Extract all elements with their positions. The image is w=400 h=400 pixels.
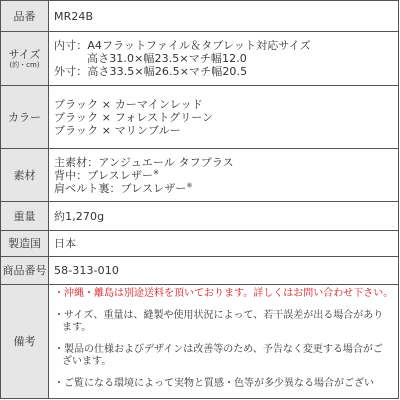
- label-origin: [1, 231, 49, 256]
- value-model: [54, 1, 394, 31]
- material-strap-mark: ※: [186, 180, 193, 189]
- note-size-tolerance-cont: ます。: [62, 322, 92, 333]
- note-shipping: ・沖縄・離島は別途送料を頂いております。詳しくはお問い合わせ下さい。: [54, 288, 394, 299]
- row-weight: [1, 202, 398, 231]
- note-display-color: ・ご覧になる環境によって実物と質感・色等が多少異なる場合がござい: [54, 378, 374, 389]
- size-inner-line1: [54, 39, 394, 52]
- label-weight: [1, 202, 49, 230]
- size-inner-line2: 高さ31.0×幅23.5×マチ幅12.0: [87, 52, 247, 65]
- value-size: [54, 32, 394, 85]
- label-size: [1, 32, 49, 85]
- weight-value: 約1,270g: [54, 209, 105, 223]
- value-color: [54, 86, 394, 148]
- material-strap: [54, 182, 394, 195]
- label-product-number-text: 商品番号: [2, 264, 47, 277]
- note-size-tolerance: ・サイズ、重量は、縫製や使用状況によって、若干誤差が出る場合があり: [54, 310, 384, 321]
- label-material-text: 素材: [13, 168, 36, 182]
- row-color: [1, 86, 398, 149]
- note-spec-change: ・製品の仕様およびデザインは改善等のため、予告なく変更する場合がご: [54, 344, 383, 355]
- origin-value: 日本: [54, 237, 77, 250]
- row-notes: [1, 285, 398, 398]
- value-material: [54, 149, 394, 201]
- value-origin: [54, 231, 394, 256]
- note-spec-change-cont: ざいます。: [62, 356, 112, 367]
- material-back-text: 背中：ブレスレザー: [54, 168, 154, 182]
- row-material: [1, 149, 398, 202]
- label-color-text: カラー: [8, 110, 41, 124]
- size-outer-head: 外寸：: [54, 65, 88, 78]
- label-notes-text: 備考: [13, 335, 36, 348]
- size-inner-text: A4フラットファイル＆タブレット対応サイズ: [87, 39, 311, 52]
- value-weight: [54, 202, 394, 230]
- row-origin: [1, 231, 398, 257]
- label-material: [1, 149, 49, 201]
- color-option: ブラック × フォレストグリーン: [54, 110, 214, 124]
- row-product-number: [1, 257, 398, 285]
- label-notes: [1, 285, 49, 398]
- row-size: [1, 32, 398, 86]
- label-model: [1, 1, 49, 31]
- material-back: [54, 169, 394, 182]
- size-outer-text: 高さ33.5×幅26.5×マチ幅20.5: [87, 65, 248, 78]
- product-number: 58-313-010: [54, 264, 119, 277]
- value-notes: [54, 285, 394, 398]
- label-color: [1, 86, 49, 148]
- material-strap-text: 肩ベルト裏：ブレスレザー: [54, 181, 187, 195]
- label-size-text: サイズ: [8, 47, 41, 61]
- row-model: [1, 1, 398, 32]
- value-product-number: [54, 257, 394, 284]
- label-size-unit: (約・cm): [9, 60, 40, 69]
- material-main: 主素材：アンジュエール タフプラス: [54, 155, 234, 169]
- size-inner-head: 内寸：: [54, 39, 88, 52]
- size-outer-line: [54, 65, 394, 78]
- material-back-mark: ※: [153, 167, 160, 176]
- color-option: ブラック × カーマインレッド: [54, 97, 203, 111]
- model-number: MR24B: [54, 9, 94, 23]
- label-weight-text: 重量: [13, 209, 36, 223]
- label-product-number: [1, 257, 49, 284]
- label-origin-text: 製造国: [8, 237, 41, 250]
- label-model-text: 品番: [13, 9, 36, 23]
- color-option: ブラック × マリンブルー: [54, 123, 181, 137]
